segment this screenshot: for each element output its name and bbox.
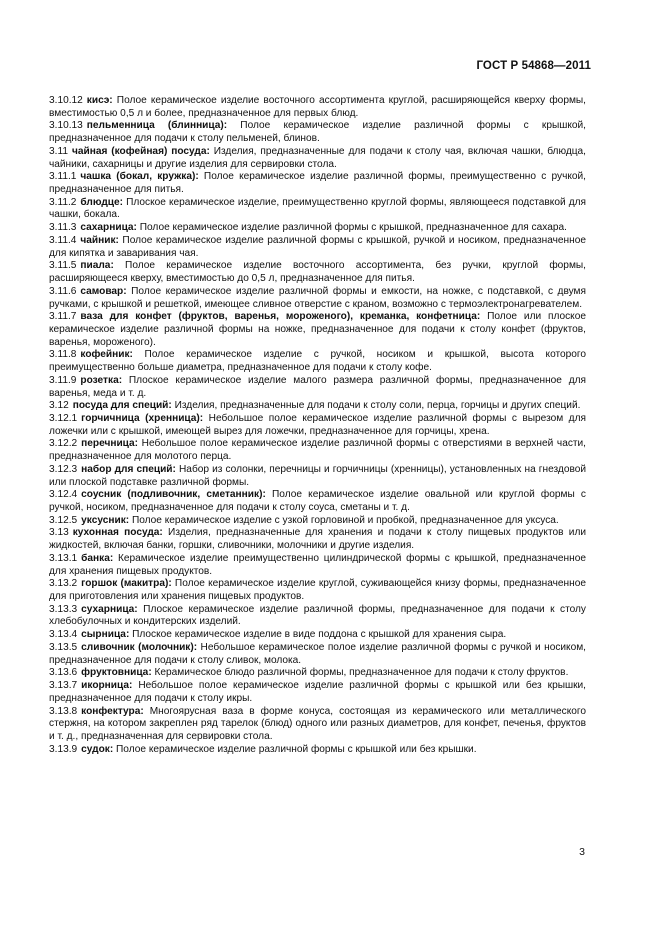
term: банка: — [81, 552, 114, 564]
clause-number: 3.12.5 — [49, 514, 78, 526]
clause-number: 3.11.3 — [49, 222, 77, 234]
definition-text: Полое керамическое изделие различной формы с крышкой, предназначенное для подачи к столу пельменей, блинов. — [49, 120, 586, 145]
definition-text: Изделия, предназначенные для подачи к столу чая, включая чашки, блюдца, чайники, сахарницы и другие изделия для сервировки стола. — [49, 145, 586, 170]
clause-number: 3.12.2 — [49, 438, 78, 450]
definition-text: Изделия, предназначенные для хранения и подачи к столу пищевых продуктов или жидкостей, включая банки, горшки, сливочники, молочники и другие изделия. — [49, 527, 587, 552]
definition-text: Плоское керамическое изделие в виде поддона с крышкой для хранения сыра. — [129, 629, 507, 641]
clause-number: 3.11.2 — [49, 196, 77, 208]
definition-text: Небольшое полое керамическое изделие различной формы с отверстиями в верхней части, предназначенное для молотого перца. — [49, 438, 586, 463]
definition-text: Полое керамическое изделие различной формы и емкости, на ножке, с подставкой, с двумя ручками, с крышкой и решеткой, имеющее сливное отверстие с краном, возможно с термоэлектронагревателем. — [49, 285, 586, 310]
term: сухарница: — [81, 603, 138, 615]
definition-entry — [49, 235, 586, 260]
term: пиала: — [80, 260, 114, 272]
definition-text: Полое керамическое изделие различной формы с крышкой, ручкой и носиком, предназначенное для кипятка и заваривания чая. — [49, 234, 586, 259]
definition-entry — [49, 553, 586, 578]
term: горшок (макитра): — [81, 578, 172, 590]
term: конфектура: — [81, 705, 144, 717]
definition-entry — [49, 744, 586, 757]
document-id-header: ГОСТ Р 54868—2011 — [476, 60, 591, 72]
definition-entry — [49, 349, 586, 374]
definition-entry — [49, 464, 586, 489]
definition-text: Полое керамическое изделие с узкой горловиной и пробкой, предназначенное для уксуса. — [129, 514, 559, 526]
definition-entry — [49, 527, 586, 552]
definition-entry — [49, 95, 586, 120]
definition-entry — [49, 260, 586, 285]
clause-number: 3.11.9 — [49, 374, 77, 386]
definition-entry — [49, 438, 586, 463]
term: перечница: — [81, 438, 139, 450]
definition-entry — [49, 489, 586, 514]
definition-entry — [49, 604, 586, 629]
definition-text: Полое керамическое изделие различной формы с крышкой или без крышки. — [113, 743, 477, 755]
definition-entry — [49, 706, 586, 744]
clause-number: 3.12 — [49, 400, 69, 412]
definition-text: Набор из солонки, перечницы и горчичницы (хренницы), установленных на гнездовой или плоской подставке различной формы. — [49, 463, 587, 488]
definition-text: Керамическое блюдо различной формы, предназначенное для подачи к столу фруктов. — [151, 667, 569, 679]
term: сырница: — [81, 629, 130, 641]
term: горчичница (хренница): — [81, 412, 204, 424]
definition-text: Небольшое полое керамическое изделие различной формы с вырезом для ложечки или с крышкой, имеющей вырез для ложечки, предназначенное для горчицы, хрена. — [49, 412, 586, 437]
term: чайник: — [80, 234, 119, 246]
term: икорница: — [81, 680, 133, 692]
clause-number: 3.11.1 — [49, 171, 77, 183]
term: набор для специй: — [81, 463, 176, 475]
clause-number: 3.11 — [49, 145, 68, 157]
definition-text: Полое или плоское керамическое изделие различной формы на ножке, предназначенное для подачи к столу конфет (фруктов, варенья, мороженого). — [49, 311, 586, 348]
definition-text: Полое керамическое изделие с ручкой, носиком и крышкой, высота которого преимущественно больше диаметра, предназначенное для подачи к столу кофе. — [49, 349, 586, 374]
term: сахарница: — [80, 222, 137, 234]
definition-entry — [49, 629, 586, 642]
clause-number: 3.12.4 — [49, 489, 78, 501]
definition-entry — [49, 197, 586, 222]
clause-number: 3.13.5 — [49, 641, 78, 653]
term: чайная (кофейная) посуда: — [71, 145, 210, 157]
clause-number: 3.11.4 — [49, 234, 77, 246]
clause-number: 3.13.3 — [49, 603, 78, 615]
term: кухонная посуда: — [72, 527, 163, 539]
definition-entry — [49, 667, 586, 680]
term: кисэ: — [86, 95, 113, 106]
definition-entry — [49, 375, 586, 400]
definition-text: Плоское керамическое изделие малого размера различной формы, предназначенное для варенья, меда и т. д. — [49, 374, 586, 399]
term: сливочник (молочник): — [81, 641, 198, 653]
clause-number: 3.12.1 — [49, 412, 78, 424]
clause-number: 3.13.2 — [49, 578, 78, 590]
clause-number: 3.11.5 — [49, 260, 77, 272]
definition-text: Плоское керамическое изделие, преимущественно круглой формы, являющееся подставкой для чашки, бокала. — [49, 196, 586, 221]
term: ваза для конфет (фруктов, варенья, мороженого), креманка, конфетница: — [80, 311, 481, 323]
page-number: 3 — [579, 846, 585, 858]
definition-text: Полое керамическое изделие восточного ассортимента круглой, расширяющейся кверху формы, вместимостью 0,5 л и более, предназначенное для первых блюд. — [49, 95, 586, 119]
definition-entry — [49, 120, 586, 145]
term: блюдце: — [80, 196, 124, 208]
definition-text: Керамическое изделие преимущественно цилиндрической формы с крышкой, предназначенное для хранения пищевых продуктов. — [49, 552, 586, 577]
term: кофейник: — [80, 349, 133, 361]
clause-number: 3.11.7 — [49, 311, 77, 323]
clause-number: 3.12.3 — [49, 463, 78, 475]
term: фруктовница: — [81, 667, 152, 679]
definition-text: Плоское керамическое изделие различной формы, предназначенное для подачи к столу хлебобулочных и кондитерских изделий. — [49, 603, 586, 628]
definition-entry — [49, 222, 586, 235]
definition-entry — [49, 311, 586, 349]
definition-text: Небольшое керамическое полое изделие различной формы с ручкой и носиком, предназначенное для подачи к столу сливок, молока. — [49, 641, 586, 666]
term: пельменница (блинница): — [86, 120, 228, 132]
term: уксусник: — [81, 514, 130, 526]
term: чашка (бокал, кружка): — [80, 171, 199, 183]
term: судок: — [81, 743, 114, 755]
clause-number: 3.10.13 — [49, 120, 83, 132]
definition-entry — [49, 286, 586, 311]
term: соусник (подливочник, сметанник): — [81, 489, 266, 501]
definition-entry — [49, 400, 586, 413]
definition-text: Многоярусная ваза в форме конуса, состоящая из керамического или металлического стержня, на котором закреплен ряд тарелок (блюд) одного или разных диаметров, для конфет, печенья, фруктов и т. д., предназначенная для сервировки стола. — [49, 705, 586, 742]
clause-number: 3.11.6 — [49, 285, 77, 297]
definition-text: Полое керамическое изделие круглой, суживающейся книзу формы, предназначенное для приготовления или хранения пищевых продуктов. — [49, 578, 586, 603]
clause-number: 3.13.8 — [49, 705, 78, 717]
definition-text: Небольшое полое керамическое изделие различной формы с крышкой или без крышки, предназначенное для подачи к столу икры. — [49, 680, 586, 704]
definition-entry — [49, 642, 586, 667]
definition-text: Полое керамическое изделие овальной или круглой формы с ручкой, носиком, предназначенное для подачи к столу соуса, сметаны и т. д. — [49, 489, 586, 513]
clause-number: 3.11.8 — [49, 349, 77, 361]
definition-entry — [49, 171, 586, 196]
term: посуда для специй: — [72, 400, 172, 412]
term: самовар: — [80, 285, 127, 297]
definition-entry — [49, 146, 586, 171]
definition-entry — [49, 515, 586, 528]
definition-text: Полое керамическое изделие различной формы, преимущественно с ручкой, предназначенное для питья. — [49, 171, 586, 196]
definition-text: Полое керамическое изделие различной формы с крышкой, предназначенное для сахара. — [136, 222, 567, 234]
clause-number: 3.10.12 — [49, 95, 83, 106]
definition-text: Изделия, предназначенные для подачи к столу соли, перца, горчицы и других специй. — [171, 400, 581, 412]
definition-text: Полое керамическое изделие восточного ассортимента, без ручки, круглой формы, расширяющееся кверху, вместимостью до 0,5 л, предназначенное для питья. — [49, 260, 586, 285]
clause-number: 3.13.9 — [49, 743, 78, 755]
definition-entry — [49, 413, 586, 438]
clause-number: 3.13.1 — [49, 552, 78, 564]
definitions-list — [49, 95, 586, 756]
clause-number: 3.13.6 — [49, 667, 78, 679]
clause-number: 3.13.4 — [49, 629, 78, 641]
definition-entry — [49, 680, 586, 705]
term: розетка: — [80, 374, 123, 386]
clause-number: 3.13 — [49, 527, 69, 539]
clause-number: 3.13.7 — [49, 680, 78, 692]
definition-entry — [49, 578, 586, 603]
